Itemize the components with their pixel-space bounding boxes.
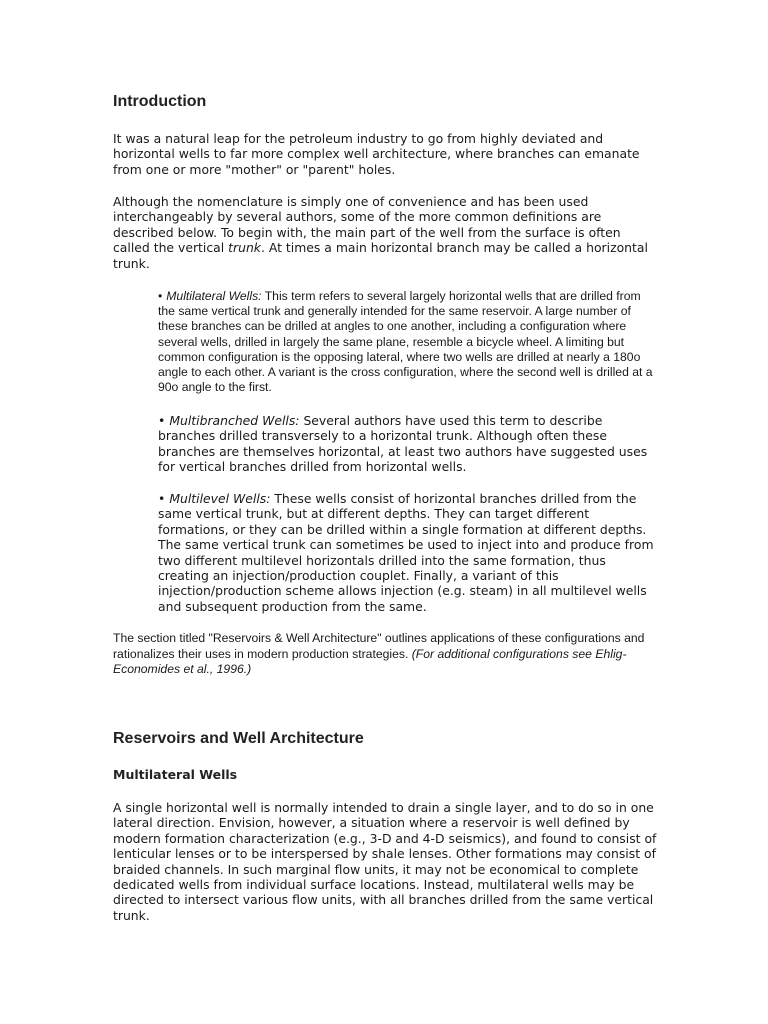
section-note-paragraph bbox=[113, 631, 658, 678]
intro-paragraph-1: It was a natural leap for the petroleum industry to go from highly deviated and horizontal wells to far more complex well architecture, where branches can emanate from one or more "mother" or "parent" holes. bbox=[113, 131, 640, 177]
intro-paragraph-2-text-a: Although the nomenclature is simply one of convenience and has been used interchangeably by several authors, some of the more common definitions are described below. To begin with, the main part of the well from the surface is often called the vertical bbox=[113, 194, 621, 256]
bullet-dot: • bbox=[158, 413, 166, 428]
bullet-term-multilateral: Multilateral Wells: bbox=[166, 289, 262, 303]
bullet-text-multibranched: Several authors have used this term to describe branches drilled transversely to a horizontal trunk. Although often these branches are themselves horizontal, at least two authors have suggested uses for vertical branches drilled from horizontal wells. bbox=[158, 413, 648, 475]
bullet-dot: • bbox=[158, 491, 166, 506]
intro-paragraph-2 bbox=[113, 194, 658, 271]
bullet-multibranched-wells bbox=[158, 413, 658, 475]
intro-paragraph-2-text-b: . At times a main horizontal branch may be called a horizontal trunk. bbox=[113, 240, 648, 271]
reservoirs-paragraph-1: A single horizontal well is normally intended to drain a single layer, and to do so in one lateral direction. Envision, however, a situation where a reservoir is well defined by modern formation characterization (e.g., 3-D and 4-D seismics), and found to consist of lenticular lenses or to be interspersed by shale lenses. Other formations may consist of braided channels. In such marginal flow units, it may not be economical to complete dedicated wells from individual surface locations. Instead, multilateral wells may be directed to intersect various flow units, with all branches drilled from the same vertical trunk. bbox=[113, 800, 657, 923]
introduction-heading: Introduction bbox=[113, 93, 207, 110]
bullet-multilateral-wells bbox=[158, 289, 658, 395]
bullet-term-multilevel: Multilevel Wells: bbox=[169, 491, 271, 506]
section-note-text: The section titled "Reservoirs & Well Architecture" outlines applications of these configurations and rationalizes their uses in modern production strategies. bbox=[113, 631, 645, 661]
bullet-text-multilevel: These wells consist of horizontal branches drilled from the same vertical trunk, but at different depths. They can target different formations, or they can be drilled within a single formation at different depths. The same vertical trunk can sometimes be used to inject into and produce from two different multilevel horizontals drilled into the same formation, thus creating an injection/production couplet. Finally, a variant of this injection/production scheme allows injection (e.g. steam) in all multilevel wells and subsequent production from the same. bbox=[158, 491, 654, 614]
bullet-multilevel-wells bbox=[158, 491, 658, 614]
trunk-term: trunk bbox=[228, 240, 261, 256]
reservoirs-heading: Reservoirs and Well Architecture bbox=[113, 730, 364, 747]
section-note-reference: (For additional configurations see Ehlig-Economides et al., 1996.) bbox=[113, 646, 627, 677]
multilateral-wells-subheading: Multilateral Wells bbox=[113, 767, 238, 782]
bullet-text-multilateral: This term refers to several largely horizontal wells that are drilled from the same vertical trunk and generally intended for the same reservoir. A large number of these branches can be drilled at angles to one another, including a configuration where several wells, drilled in largely the same plane, resemble a bicycle wheel. A limiting but common configuration is the opposing lateral, where two wells are drilled at nearly a 180o angle to each other. A variant is the cross configuration, where the second well is drilled at a 90o angle to the first. bbox=[158, 289, 653, 395]
bullet-dot: • bbox=[158, 289, 163, 303]
bullet-term-multibranched: Multibranched Wells: bbox=[169, 413, 300, 428]
